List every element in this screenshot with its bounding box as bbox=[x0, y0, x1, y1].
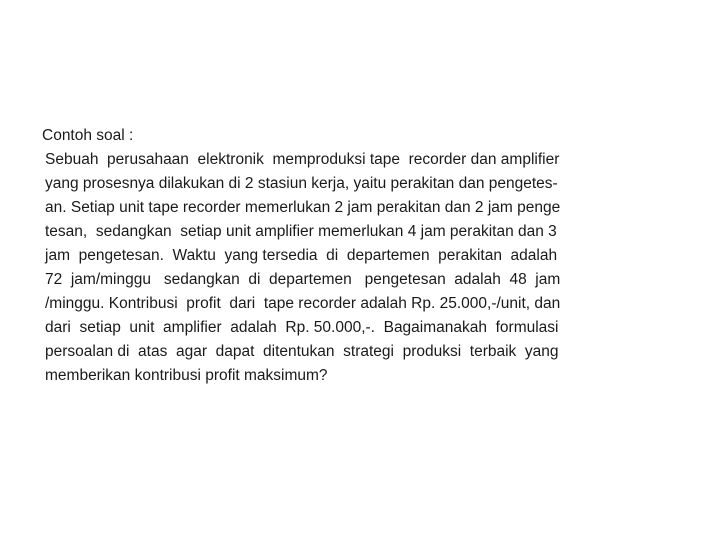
text-line: yang prosesnya dilakukan di 2 stasiun kerja, yaitu perakitan dan pengetes- bbox=[45, 175, 558, 192]
text-line: Sebuah perusahaan elektronik memproduksi tape recorder dan amplifier bbox=[45, 151, 560, 168]
text-line: 72 jam/minggu sedangkan di departemen pengetesan adalah 48 jam bbox=[45, 271, 561, 288]
text-line: dari setiap unit amplifier adalah Rp. 50.000,-. Bagaimanakah formulasi bbox=[45, 319, 559, 336]
heading: Contoh soal : bbox=[42, 127, 134, 144]
text-line: persoalan di atas agar dapat ditentukan strategi produksi terbaik yang bbox=[45, 343, 559, 360]
text-line: jam pengetesan. Waktu yang tersedia di departemen perakitan adalah bbox=[45, 247, 558, 264]
text-line: /minggu. Kontribusi profit dari tape recorder adalah Rp. 25.000,-/unit, dan bbox=[45, 295, 561, 312]
text-line: memberikan kontribusi profit maksimum? bbox=[45, 367, 328, 384]
text-line: an. Setiap unit tape recorder memerlukan 2 jam perakitan dan 2 jam penge bbox=[45, 199, 561, 216]
text-line: tesan, sedangkan setiap unit amplifier memerlukan 4 jam perakitan dan 3 bbox=[45, 223, 557, 240]
problem-text-block bbox=[40, 124, 680, 388]
